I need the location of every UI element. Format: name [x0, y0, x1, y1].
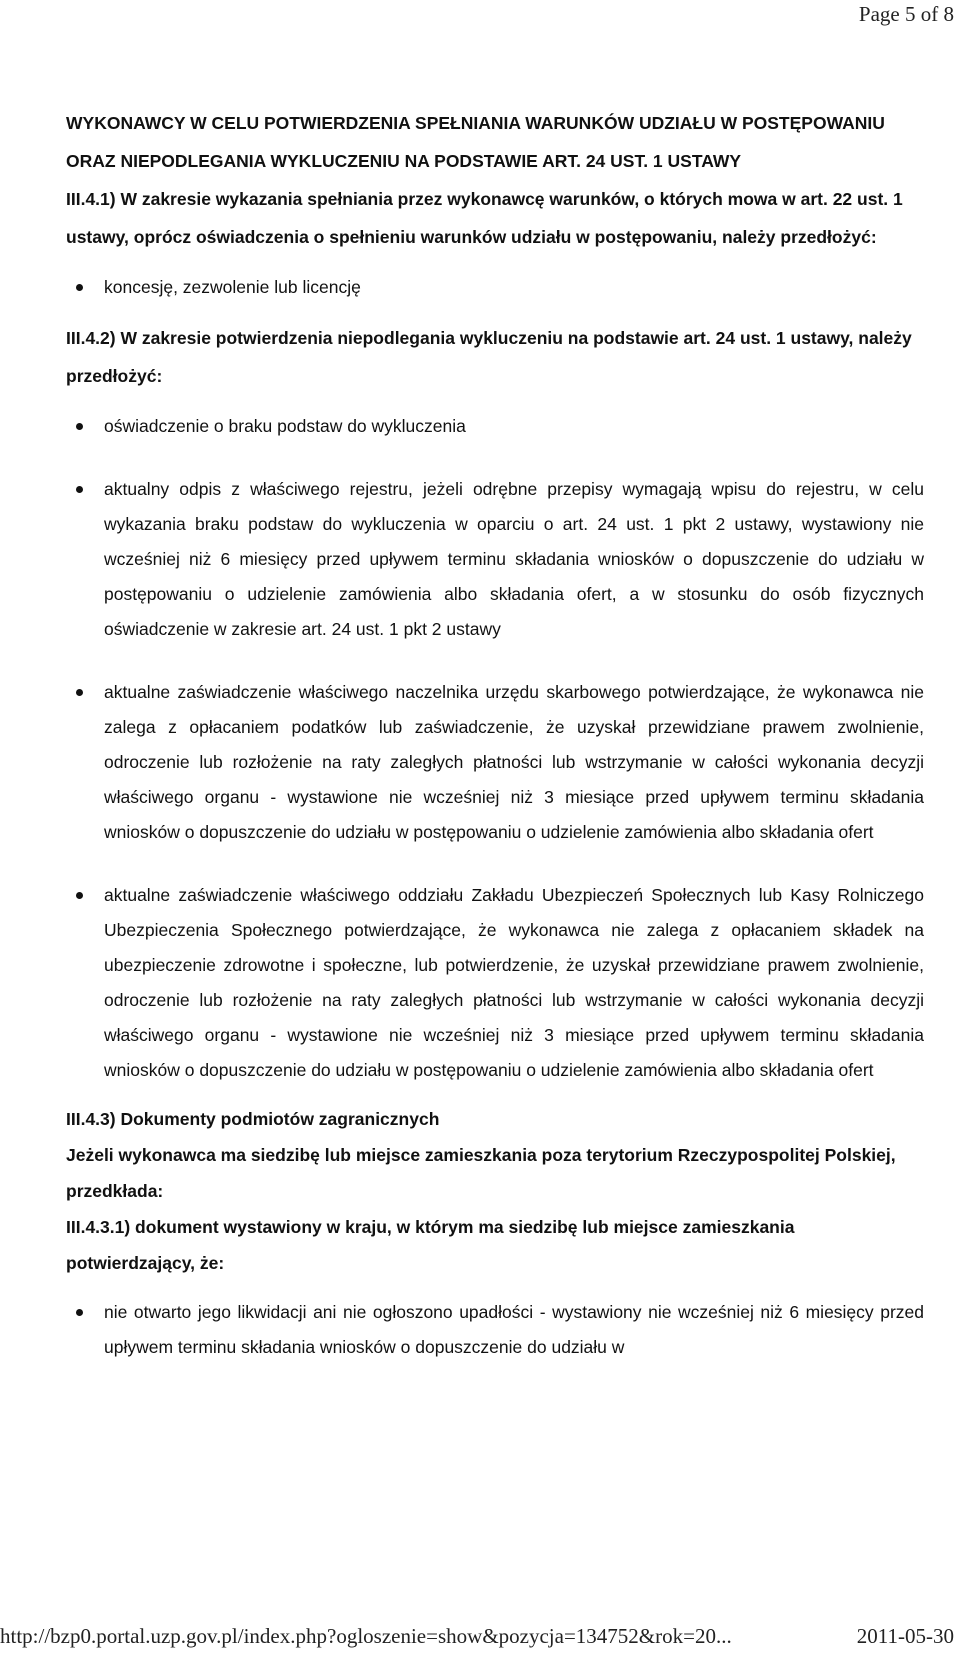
bullet-list-iii-4-2: [66, 409, 924, 1088]
bullet-dot-icon: [76, 892, 83, 899]
document-body: [66, 104, 924, 1365]
bullet-dot-icon: [76, 486, 83, 493]
subheading-foreign-entities: Jeżeli wykonawca ma siedzibę lub miejsce zamieszkania poza terytorium Rzeczypospolitej Polskiej, przedkłada:: [66, 1145, 896, 1201]
list-item: [66, 1295, 924, 1365]
list-item-text: aktualne zaświadczenie właściwego oddziału Zakładu Ubezpieczeń Społecznych lub Kasy Rolniczego Ubezpieczenia Społecznego potwierdzające, że wykonawca nie zalega z opłacaniem składek na ubezpieczenie zdrowotne i społeczne, lub potwierdzenie, że uzyskał przewidziane prawem zwolnienie, odroczenie lub rozłożenie na raty zaległych płatności lub wstrzymanie w całości wykonania decyzji właściwego organu - wystawione nie wcześniej niż 3 miesiące przed upływem terminu składania wniosków o dopuszczenie do udziału w postępowaniu o udzielenie zamówienia albo składania ofert: [104, 885, 924, 1080]
list-item-text: aktualne zaświadczenie właściwego naczelnika urzędu skarbowego potwierdzające, że wykonawca nie zalega z opłacaniem podatków lub zaświadczenie, że uzyskał przewidziane prawem zwolnienie, odroczenie lub rozłożenie na raty zaległych płatności lub wstrzymanie w całości wykonania decyzji właściwego organu - wystawione nie wcześniej niż 3 miesiące przed upływem terminu składania wniosków o dopuszczenie do udziału w postępowaniu o udzielenie zamówienia albo składania ofert: [104, 682, 924, 842]
subsection-iii-4-3-1: III.4.3.1) dokument wystawiony w kraju, w którym ma siedzibę lub miejsce zamieszkania potwierdzający, że:: [66, 1217, 795, 1273]
section-title-line-1: WYKONAWCY W CELU POTWIERDZENIA SPEŁNIANIA WARUNKÓW UDZIAŁU W POSTĘPOWANIU: [66, 113, 885, 133]
section-title-line-2: ORAZ NIEPODLEGANIA WYKLUCZENIU NA PODSTAWIE ART. 24 UST. 1 USTAWY: [66, 151, 742, 171]
bullet-dot-icon: [76, 689, 83, 696]
list-item-text: aktualny odpis z właściwego rejestru, jeżeli odrębne przepisy wymagają wpisu do rejestru, w celu wykazania braku podstaw do wykluczenia w oparciu o art. 24 ust. 1 pkt 2 ustawy, wystawiony nie wcześniej niż 6 miesięcy przed upływem terminu składania wniosków o dopuszczenie do udziału w postępowaniu o udzielenie zamówienia albo składania ofert, a w stosunku do osób fizycznych oświadczenie w zakresie art. 24 ust. 1 pkt 2 ustawy: [104, 479, 924, 639]
bullet-dot-icon: [76, 1309, 83, 1316]
bullet-list-iii-4-1: [66, 270, 924, 305]
heading-iii-4-3: III.4.3) Dokumenty podmiotów zagranicznych: [66, 1109, 440, 1129]
bullet-dot-icon: [76, 423, 83, 430]
list-item-text: oświadczenie o braku podstaw do wykluczenia: [104, 416, 466, 436]
list-item: [66, 878, 924, 1088]
bullet-list-iii-4-3-1: [66, 1295, 924, 1365]
bullet-dot-icon: [76, 284, 83, 291]
page-footer: [0, 1618, 960, 1654]
list-item: [66, 675, 924, 850]
footer-date: 2011-05-30: [856, 1624, 954, 1648]
paragraph-iii-4-2: III.4.2) W zakresie potwierdzenia niepodlegania wykluczeniu na podstawie art. 24 ust. 1 ustawy, należy przedłożyć:: [66, 328, 912, 386]
paragraph-iii-4-1: III.4.1) W zakresie wykazania spełniania przez wykonawcę warunków, o których mowa w art. 22 ust. 1 ustawy, oprócz oświadczenia o spełnieniu warunków udziału w postępowaniu, należy przedłożyć:: [66, 189, 903, 247]
list-item-text: nie otwarto jego likwidacji ani nie ogłoszono upadłości - wystawiony nie wcześniej niż 6 miesięcy przed upływem terminu składania wniosków o dopuszczenie do udziału w: [104, 1302, 924, 1357]
footer-url: http://bzp0.portal.uzp.gov.pl/index.php?ogloszenie=show&pozycja=134752&rok=20...: [0, 1624, 732, 1648]
list-item-text: koncesję, zezwolenie lub licencję: [104, 277, 361, 297]
list-item: [66, 270, 924, 305]
list-item: [66, 472, 924, 647]
list-item: [66, 409, 924, 444]
page-number: Page 5 of 8: [858, 2, 954, 26]
